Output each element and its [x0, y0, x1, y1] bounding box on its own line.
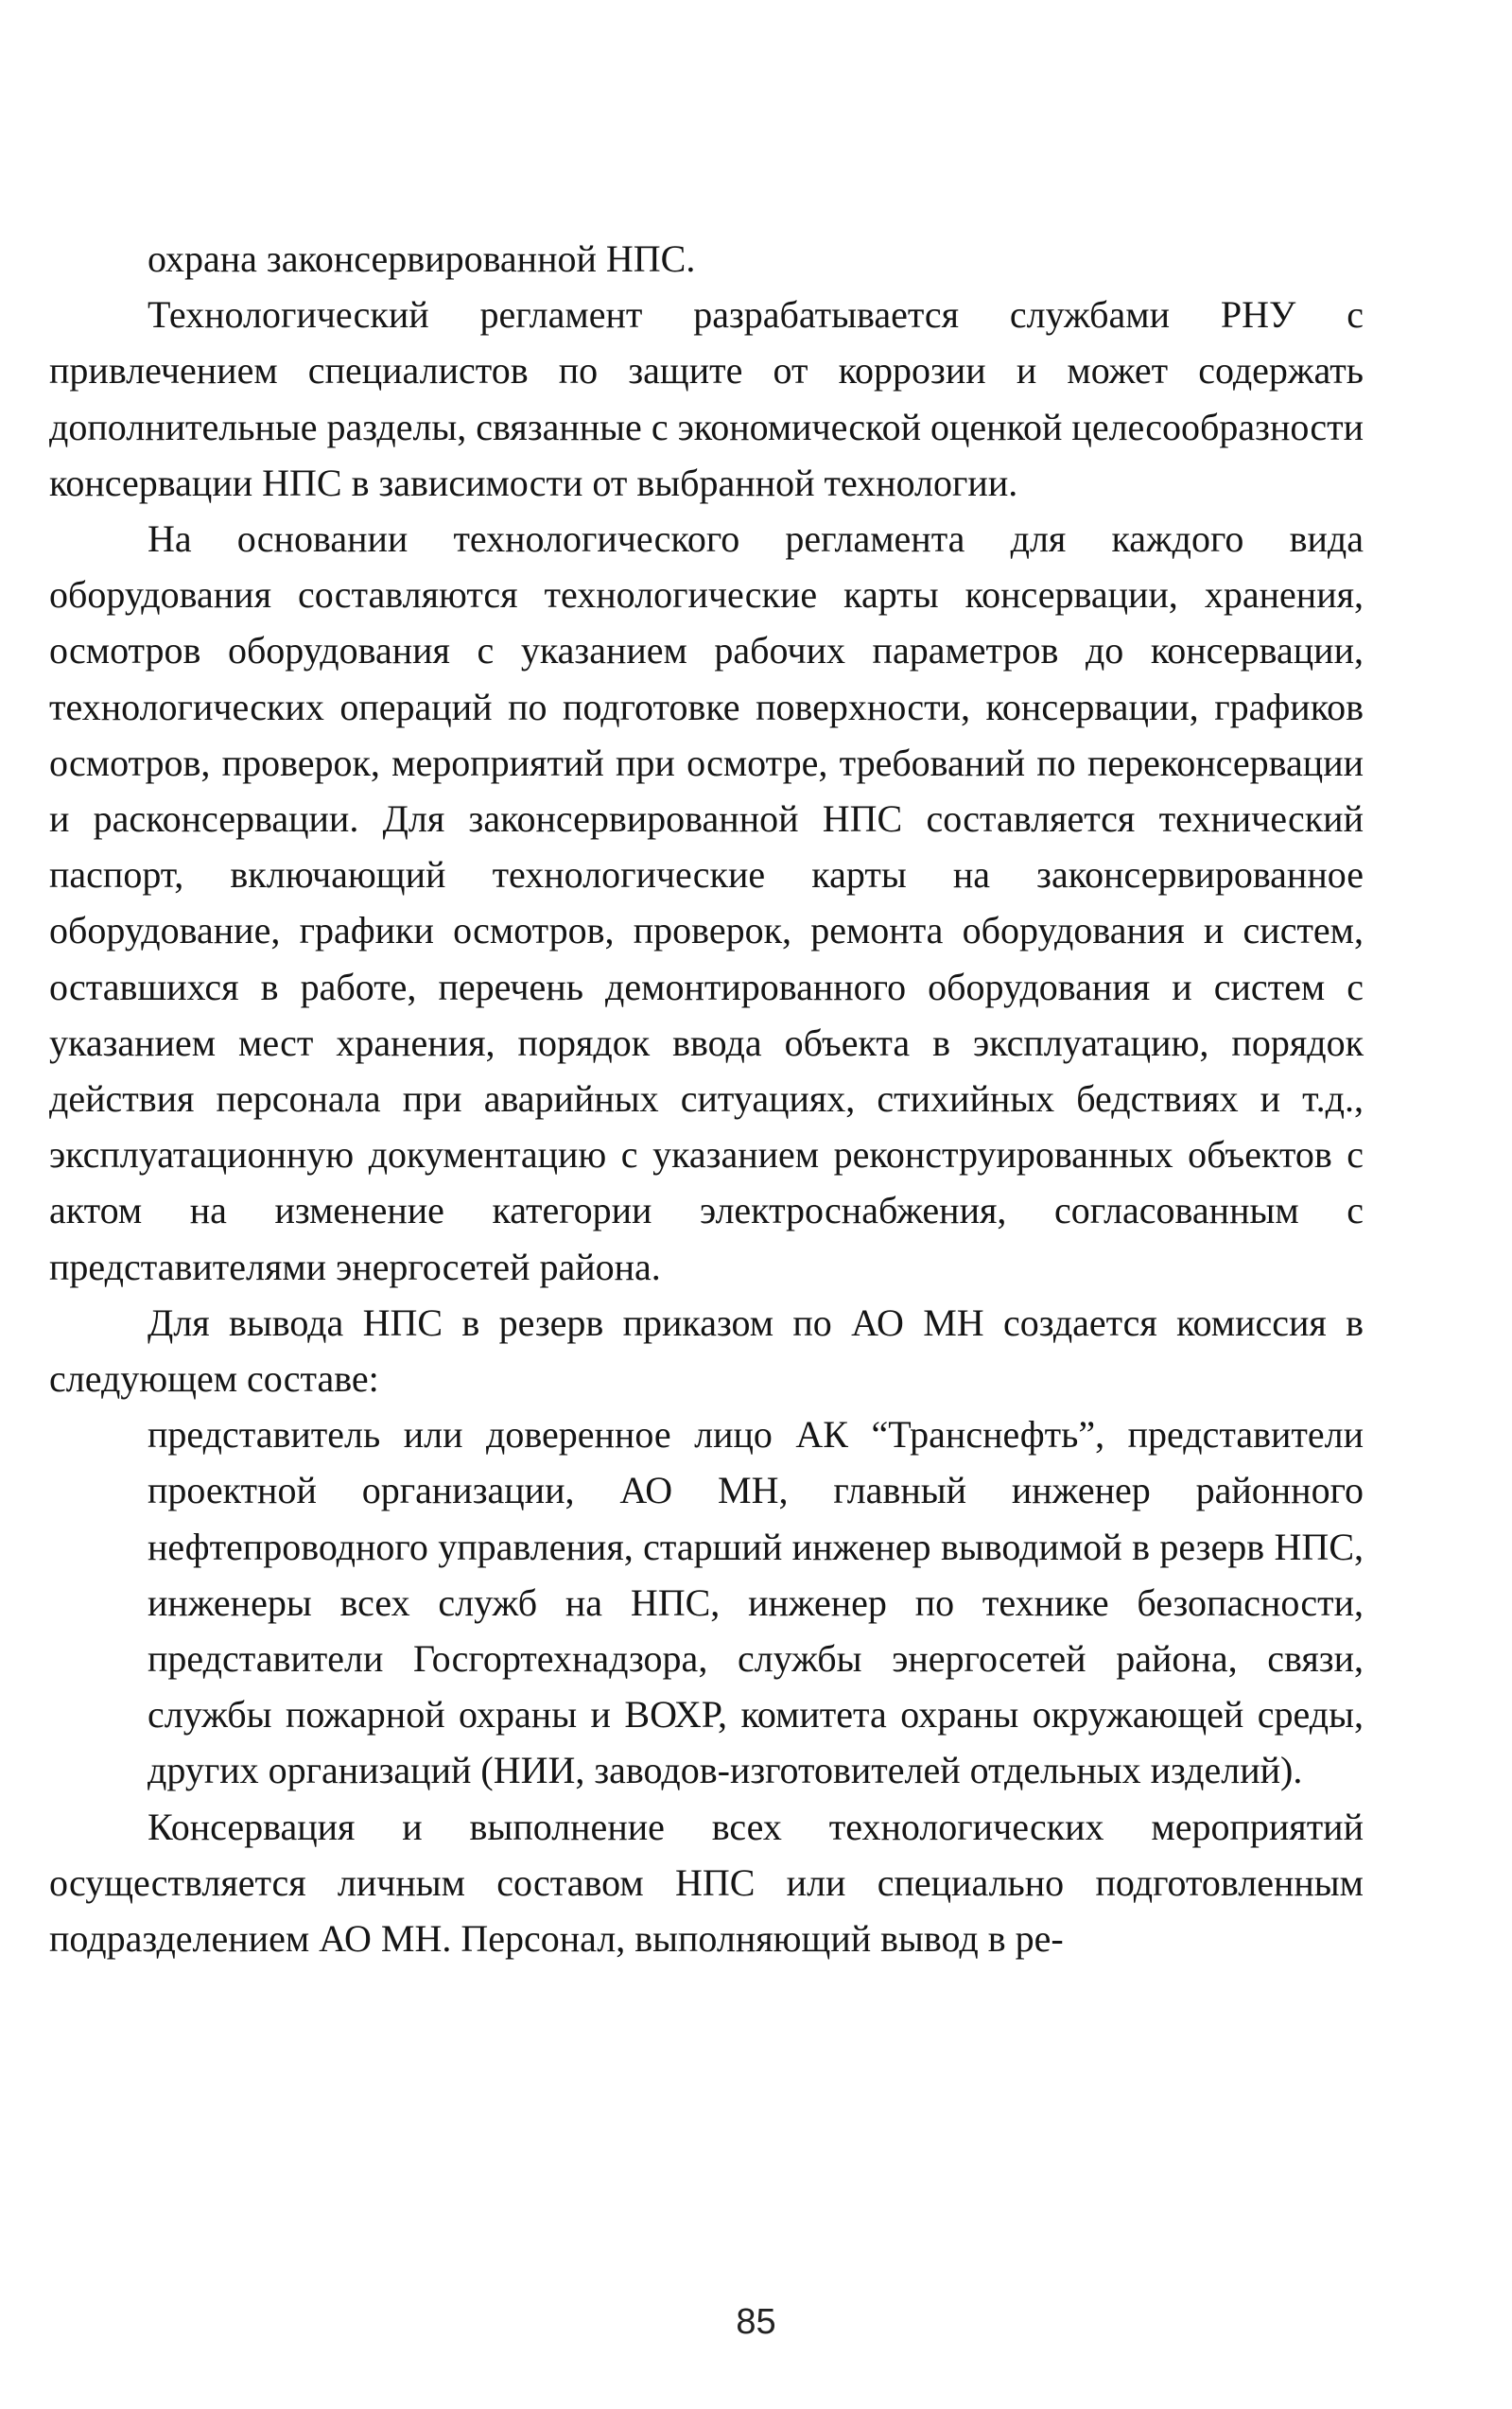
paragraph-technological-maps: На основании технологического регламента для каждого вида оборудования составляются технологические карты консервации, хранения, осмотров оборудования с указанием рабочих параметров до консервации, технологических операций по подготовке поверхности, консервации, графиков осмотров, проверок, мероприятий при осмотре, требований по переконсервации и расконсервации. Для законсервированной НПС составляется технический паспорт, включающий технологические карты на законсервированное оборудование, графики осмотров, проверок, ремонта оборудования и систем, оставшихся в работе, перечень демонтированного оборудования и систем с указанием мест хранения, порядок ввода объекта в эксплуатацию, порядок действия персонала при аварийных ситуациях, стихийных бедствиях и т.д., эксплуатационную документацию с указанием реконструированных объектов с актом на изменение категории электроснабжения, согласованным с представителями энергосетей района. [49, 517, 1364, 1288]
paragraph-technological-regulation: Технологический регламент разрабатывается службами РНУ с привлечением специалистов по защите от коррозии и может содержать дополнительные разделы, связанные с экономической оценкой целесообразности консервации НПС в зависимости от выбранной технологии. [49, 293, 1364, 504]
paragraph-conservation-personnel: Консервация и выполнение всех технологических мероприятий осуществляется личным составом НПС или специально подготовленным подразделением АО МН. Персонал, выполняющий вывод в ре- [49, 1805, 1364, 1961]
paragraph-continuation: охрана законсервированной НПС. [148, 237, 696, 280]
body-text [49, 231, 1364, 1966]
paragraph-commission: Для вывода НПС в резерв приказом по АО МН создается комиссия в следующем составе: [49, 1301, 1364, 1401]
paragraph-commission-members: представитель или доверенное лицо АК “Транснефть”, представители проектной организации, АО МН, главный инженер районного нефтепроводного управления, старший инженер выводимой в резерв НПС, инженеры всех служб на НПС, инженер по технике безопасности, представители Госгортехнадзора, службы энергосетей района, связи, службы пожарной охраны и ВОХР, комитета охраны окружающей среды, других организаций (НИИ, заводов-изготовителей отдельных изделий). [148, 1413, 1364, 1792]
page-number: 85 [736, 2302, 776, 2342]
